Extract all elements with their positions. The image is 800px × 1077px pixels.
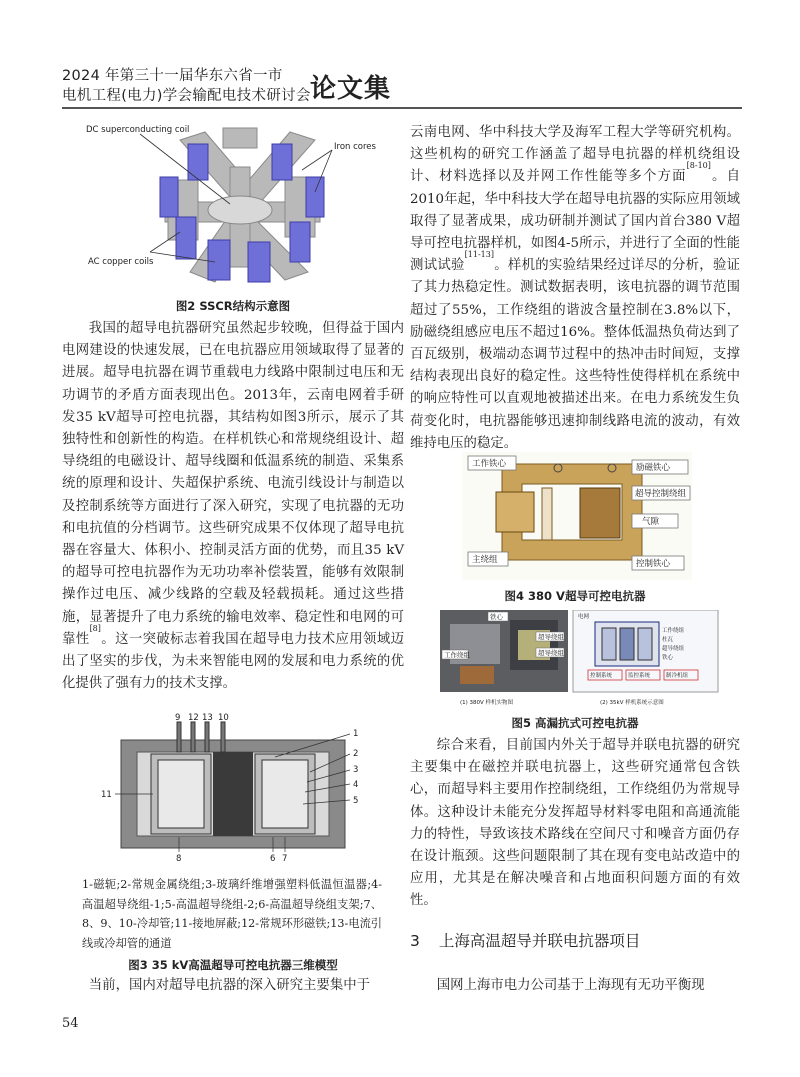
left-column — [62, 318, 404, 695]
header-line-1: 2024 年第三十一届华东六省一市 — [62, 68, 283, 84]
figure-5-caption: 图5 高漏抗式可控电抗器 — [511, 716, 639, 730]
right-p1-tail: 。样机的实验结果经过详尽的分析，验证了其力热稳定性。测试数据表明，该电抗器的调节范围超过了55%，工作绕组的谐波含量控制在3.8%以下，励磁绕组感应电压不超过16%。整体低温热负荷达到了百瓦级别，极端动态调节过程中的热冲击时间短，支撑结构表现出良好的稳定性。这些特性使得样机在系统中的响应特性可以直观地被描述出来。在电力系统发生负荷变化时，电抗器能够迅速抑制线路电流的波动，有效维持电压的稳定。 — [410, 258, 741, 451]
high-leakage-reactor-figure — [440, 610, 720, 710]
fig5-subcaption-2: (2) 35kV 样机系统示意图 — [600, 700, 664, 706]
fig5-diag-label-dewar: 杜瓦 — [662, 637, 674, 643]
figure-3-caption: 图3 35 kV高温超导可控电抗器三维模型 — [128, 958, 338, 972]
fig4-label-excite-core: 励磁铁心 — [636, 463, 671, 473]
figure-2-caption: 图2 SSCR结构示意图 — [175, 299, 291, 313]
left-paragraph-2: 当前，国内对超导电抗器的深入研究主要集中于 — [88, 978, 370, 993]
fig4-label-work-core: 工作铁心 — [472, 459, 507, 469]
figure-2 — [80, 122, 390, 297]
left-p1-tail: 。这一突破标志着我国在超导电力技术应用领域迈出了坚实的步伐，为未来智能电网的发展和电力系统的优化提供了强有力的技术支撑。 — [62, 631, 405, 692]
section-number: 3 — [410, 932, 420, 950]
fig5-diag-label-grid: 电网 — [578, 614, 590, 620]
fig3-label-3: 3 — [353, 765, 359, 775]
page-number: 54 — [62, 1016, 79, 1031]
fig4-label-sc-winding: 超导控制绕组 — [635, 489, 687, 499]
left-p1-text: 我国的超导电抗器研究虽然起步较晚，但得益于国内电网建设的快速发展，已在电抗器应用领域取得了显著的进展。超导电抗器在调节重载电力线路中限制过电压和无功调节的矛盾方面表现出色。2013年，云南电网着手研发35 kV超导可控电抗器，其结构如图3所示，展示了其独特性和创新性的构造。在样机铁心和常规绕组设计、超导绕组的电磁设计、超导线圈和低温系统的制造、采集系统的原理和设计、失超保护系统、电流引线设计与制造以及控制系统等方面进行了深入研究，实现了电抗器的无功和电抗值的分档调节。这些研究成果不仅体现了超导电抗器在容量大、体积小、控制灵活方面的优势，而且35 kV的超导可控电抗器作为无功功率补偿装置，能够有效限制操作过电压、减少线路的空载及轻载损耗。通过这些措施，显著提升了电力系统的输电效率、稳定性和电网的可靠性 — [62, 321, 404, 647]
fig5-diag-label-control: 控制系统 — [590, 673, 613, 679]
fig5-photo-label-sc2: 超导绕组 — [538, 649, 564, 657]
fig3-label-13: 13 — [202, 713, 213, 723]
right-column — [410, 122, 740, 455]
right-paragraph-1 — [410, 122, 740, 455]
right-paragraph-2: 综合来看，目前国内外关于超导并联电抗器的研究主要集中在磁控并联电抗器上，这些研究通常包含铁心，而超导料主要用作控制绕组，工作绕组仍为常规导体。这种设计未能充分发挥超导材料零电阻和高通流能力的特性，导致该技术路线在空间尺寸和噪音方面仍存在设计瓶颈。这些问题限制了其在现有变电站改造中的应用，尤其是在解决噪音和占地面积问题方面的有效性。 — [410, 738, 740, 909]
citation-8-10: [8-10] — [686, 161, 711, 171]
fig4-label-ctrl-core: 控制铁心 — [636, 559, 671, 569]
fig3-label-11: 11 — [101, 790, 112, 800]
label-dc-coil: DC superconducting coil — [86, 125, 190, 135]
right-p1-text: 云南电网、华中科技大学及海军工程大学等研究机构。这些机构的研究工作涵盖了超导电抗器的样机绕组设计、材料选择以及并网工作性能等多个方面 — [410, 125, 740, 185]
sscr-diagram — [80, 122, 390, 297]
figure-5 — [440, 610, 720, 710]
fig5-photo-label-core: 铁心 — [490, 613, 503, 621]
fig5-photo-label-sc1: 超导绕组 — [538, 633, 564, 641]
figure-3-legend: 1-磁轭;2-常规金属绕组;3-玻璃纤维增强塑料低温恒温器;4-高温超导绕组-1;5-高温超导绕组-2;6-高温超导绕组支架;7、8、9、10-冷却管;11-接地屏蔽;12-常规环形磁铁;13-电流引线或冷却管的通道 — [82, 878, 382, 950]
fig5-diag-label-monitor: 监控系统 — [628, 673, 651, 679]
header-title: 论文集 — [310, 74, 392, 104]
section-title: 上海高温超导并联电抗器项目 — [438, 932, 641, 950]
380v-reactor-diagram — [462, 452, 692, 580]
fig3-label-6: 6 — [270, 854, 276, 862]
fig3-label-2: 2 — [353, 749, 359, 759]
section-heading — [410, 929, 640, 951]
fig5-diag-label-sc: 超导绕组 — [662, 646, 685, 652]
citation-11-13: [11-13] — [464, 250, 494, 260]
left-column-bottom — [62, 975, 404, 997]
fig3-label-5: 5 — [353, 796, 359, 806]
header-rule — [62, 107, 742, 109]
figure-4 — [462, 452, 692, 580]
header-line-2: 电机工程(电力)学会输配电技术研讨会 — [62, 88, 311, 104]
fig3-label-9: 9 — [175, 713, 181, 723]
fig3-label-8: 8 — [176, 854, 182, 862]
fig4-label-gap: 气隙 — [642, 517, 660, 527]
label-ac-coils: AC copper coils — [88, 257, 154, 267]
fig4-label-main-winding: 主绕组 — [472, 555, 498, 565]
fig5-photo-label-work: 工作绕组 — [444, 651, 470, 659]
right-paragraph-3: 国网上海市电力公司基于上海现有无功平衡现 — [436, 978, 705, 993]
figure-4-caption: 图4 380 V超导可控电抗器 — [504, 589, 646, 603]
fig5-diag-label-work: 工作绕组 — [662, 628, 685, 634]
right-p1-mid: 。自2010年起，华中科技大学在超导电抗器的实际应用领域取得了显著成果，成功研制并测试了国内首台380 V超导可控电抗器样机，如图4-5所示，并进行了全面的性能测试试验 — [410, 169, 741, 274]
fig5-diag-label-cooler: 制冷机组 — [666, 673, 689, 679]
fig3-label-10: 10 — [218, 713, 229, 723]
right-column-bottom — [410, 975, 740, 997]
fig3-label-12: 12 — [188, 713, 199, 723]
page-header — [62, 62, 742, 108]
reactor-3d-model — [95, 712, 370, 862]
fig3-label-4: 4 — [353, 780, 359, 790]
left-paragraph-1 — [62, 318, 404, 695]
fig3-label-1: 1 — [353, 729, 359, 739]
figure-3 — [95, 712, 370, 862]
fig3-label-7: 7 — [282, 854, 288, 862]
fig5-subcaption-1: (1) 380V 样机实物图 — [460, 700, 514, 706]
citation-8: [8] — [89, 623, 101, 633]
label-iron-cores: Iron cores — [334, 142, 376, 152]
right-column-middle — [410, 735, 740, 913]
fig5-diag-label-core: 铁心 — [662, 655, 674, 661]
